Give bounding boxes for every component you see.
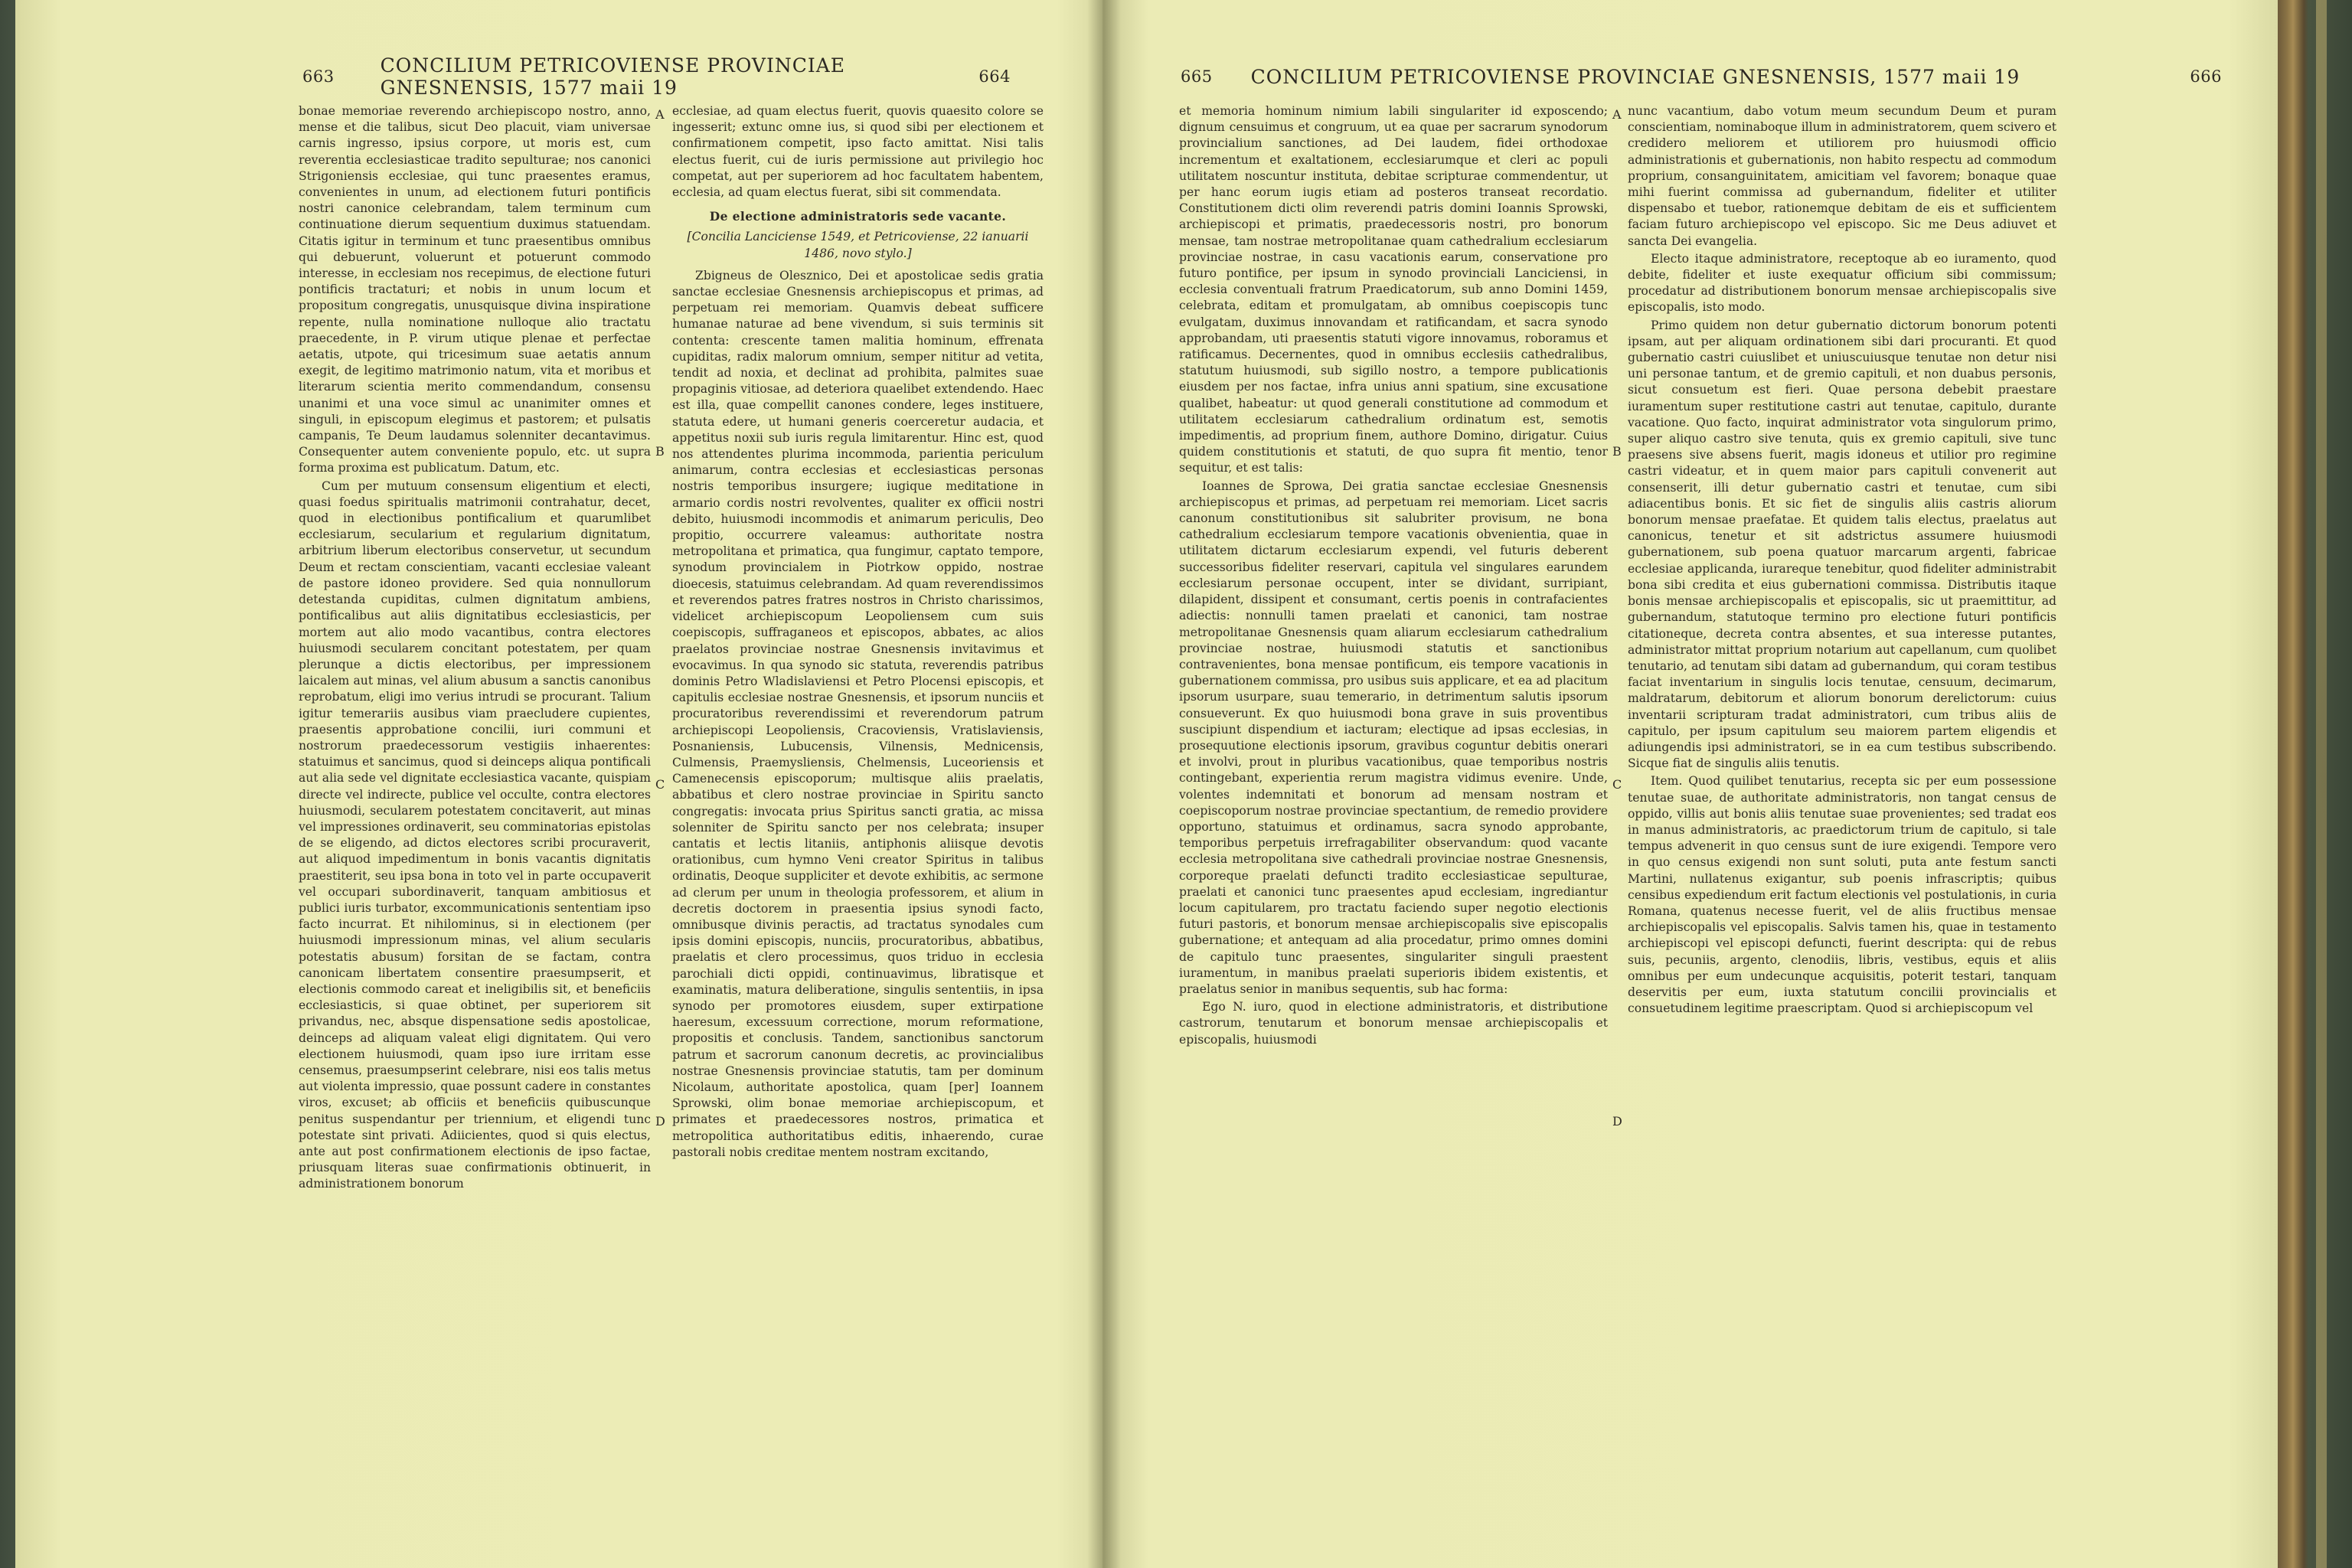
- left-page-header: [302, 54, 1011, 100]
- paragraph: Cum per mutuum consensum eligentium et electi, quasi foedus spiritualis matrimonii contrahatur, decet, quod in electionibus pontificalium et quarumlibet ecclesiarum, secularium et regularium dignitatum, arbitrium liberum electoribus conservetur, ut secundum Deum et rectam conscientiam, vacanti ecclesiae valeant de pastore idoneo providere. Sed quia nonnullorum detestanda cupiditas, culmen dignitatum ambiens, pontificalibus aut aliis dignitatibus ecclesiasticis, per mortem aut alio modo vacantibus, contra electores huiusmodi secularem concitant potestatem, per quam plerunque a dictis electoribus, per impressionem laicalem aut minas, vel alium abusum a sanctis canonibus reprobatum, eligi imo verius intrudi se procurant. Talium igitur temerariis ausibus viam praecludere cupientes, praesentis approbatione concilii, iuri communi et nostrorum praedecessorum vestigiis inhaerentes: statuimus et sancimus, quod si deinceps aliqua pontificali aut alia sede vel dignitate ecclesiastica vacante, quispiam directe vel indirecte, publice vel occulte, contra electores huiusmodi, secularem potestatem concitaverit, aut minas vel impressiones ordinaverit, seu comminatorias epistolas de se eligendo, ad dictos electores scribi procuraverit, aut aliquod impedimentum in bonis vacantis dignitatis praestiterit, seu ipsa bona in toto vel in parte occupaverit vel occupari subordinaverit, tanquam ambitiosus et publici iuris turbator, excommunicationis sententiam ipso facto incurrat. Et nihilominus, si in electionem (per huiusmodi impressionum minas, vel alium secularis potestatis abusum) forsitan de se factam, contra canonicam libertatem consentire praesumpserit, et electionis commodo careat et ineligibilis sit, et beneficiis ecclesiasticis, si quae obtinet, per superiorem sit privandus, nec, absque dispensatione sedis apostolicae, deinceps ad aliquam valeat eligi dignitatem. Qui vero electionem huiusmodi, quam ipso iure irritam esse censemus, praesumpserint celebrare, nisi eos talis metus aut violenta impressio, quae possunt cadere in constantes viros, excuset; ab officiis et beneficiis quibuscunque penitus suspendantur per triennium, et eligendi tunc potestate sint privati. Adiicientes, quod si quis electus, ante aut post confirmationem electionis de ipso factae, priusquam literas suae confirmationis obtinuerit, in administrationem bonorum: [299, 479, 651, 1191]
- page-number-665: 665: [1181, 67, 1213, 86]
- right-column-2: [1628, 103, 2056, 1018]
- right-page: [1102, 0, 2278, 1568]
- cover-binding-strip: [2316, 0, 2327, 1568]
- margin-marker-a: A: [1612, 107, 1622, 122]
- margin-marker-b: B: [1612, 444, 1622, 459]
- left-column-2: [672, 103, 1044, 1162]
- page-number-664: 664: [978, 67, 1011, 86]
- margin-marker-a: A: [655, 107, 665, 122]
- running-title: CONCILIUM PETRICOVIENSE PROVINCIAE GNESNENSIS, 1577 maii 19: [1250, 65, 2020, 88]
- left-column-1: [299, 103, 651, 1194]
- paragraph: Ioannes de Sprowa, Dei gratia sanctae ecclesiae Gnesnensis archiepiscopus et primas, ad perpetuam rei memoriam. Licet sacris canonum constitutionibus sit salubriter provisum, ne bona cathedralium ecclesiarum tempore vacationis obvenientia, quae in utilitatem dictarum ecclesiarum expendi, vel futuris deberent successoribus fideliter reservari, capitula vel singulares earundem ecclesiarum personae occupent, inter se dividant, surripiant, dilapident, dissipent et consumant, certis poenis in contrafacientes adiectis: nonnulli tamen praelati et canonici, tam nostrae metropolitanae Gnesnensis quam aliarum ecclesiarum cathedralium provinciae nostrae, huiusmodi statutis et sanctionibus contravenientes, bona mensae pontificum, eis tempore vacationis in gubernationem commissa, pro usibus suis applicare, et ea ad placitum ipsorum usurpare, suau temerario, in detrimentum salutis ipsorum consueverunt. Ex quo huiusmodi bona grave in suis proventibus suscipiunt dispendium et iacturam; electique ad ipsas ecclesias, in prosequutione electionis ipsorum, gravibus coguntur debitis onerari et involvi, prout in pluribus vacationibus, quae temporibus nostris contingebant, experientia rerum magistra vidimus evenire. Unde, volentes indemnitati et bonorum ad mensam nostram et coepiscoporum nostrae provinciae spectantium, de remedio providere opportuno, statuimus et ordinamus, sacra synodo approbante, temporibus perpetuis irrefragabiliter observandum: quod vacante ecclesia metropolitana sive cathedrali provinciae nostrae Gnesnensis, corporeque praelati defuncti tradito ecclesiasticae sepulturae, praelati et canonici tunc praesentes apud ecclesiam, ingrediantur locum capitularem, pro tractatu faciendo super negotio electionis futuri pastoris, et bonorum mensae archiepiscopalis sive episcopalis gubernatione; et antequam ad alia procedatur, primo omnes domini de capitulo tunc praesentes, singulariter singuli praestent iuramentum, in manibus praelati superioris ibidem existentis, et praelatus senior in manibus sequentis, sub hac forma:: [1179, 479, 1608, 996]
- paragraph: Ego N. iuro, quod in electione administratoris, et distributione castrorum, tenutarum et bonorum mensae archiepiscopalis et episcopalis, huiusmodi: [1179, 1000, 1608, 1047]
- margin-marker-c: C: [1612, 777, 1622, 792]
- margin-marker-b: B: [655, 444, 665, 459]
- book-cover-edge: [2278, 0, 2352, 1568]
- paragraph: et memoria hominum nimium labili singulariter id exposcendo; dignum censuimus et congruum, ut ea quae per sacrarum synodorum provincialium sanctiones, ad Dei laudem, fidei orthodoxae incrementum et exaltationem, ecclesiarumque et cleri ac populi utilitatem noscuntur instituta, debitae scripturae commendentur, ut per hanc eorum iugis etiam ad posteros transeat recordatio. Constitutionem dicti olim reverendi patris domini Ioannis Sprowski, archiepiscopi et primatis, praedecessoris nostri, pro bonorum mensae, tam nostrae metropolitanae quam cathedralium ecclesiarum provinciae nostrae, in casu vacationis earum, conservatione pro futuro pontifice, per ipsum in synodo provinciali Lanciciensi, in ecclesia conventuali fratrum Praedicatorum, sub anno Domini 1459, celebrata, editam et promulgatam, ab omnibus coepiscopis tunc evulgatam, duximus innovandam et ratificandam, et sacra synodo approbandam, uti praesentis statuti vigore innovamus, roboramus et ratificamus. Decernentes, quod in omnibus ecclesiis cathedralibus, statutum huiusmodi, sub sigillo nostro, a tempore publicationis eiusdem per nos factae, infra unius anni spatium, sine excusatione qualibet, habeatur: ut quod generali constitutione ad commodum et utilitatem ecclesiarum cathedralium ordinatum est, semotis impedimentis, ad proprium finem, authore Domino, dirigatur. Cuius quidem constitutionis et statuti, de quo supra fit mentio, tenor sequitur, et est talis:: [1179, 104, 1608, 475]
- margin-marker-c: C: [655, 777, 665, 792]
- page-number-666: 666: [2190, 67, 2222, 86]
- paragraph: Item. Quod quilibet tenutarius, recepta sic per eum possessione tenutae suae, de authoritate administratoris, non tangat census de oppido, villis aut bonis aliis tenutae suae provenientes; sed tradat eos in manus administratoris, ac praedictorum trium de capitulo, si tale tempus advenerit in quo census sunt de iure exigendi. Tempore vero in quo census exigendi non sunt soluti, puta ante festum sancti Martini, nullatenus exigantur, sub poenis infrascriptis; quibus censibus expediendum erit factum electionis vel postulationis, in curia Romana, quatenus necesse fuerit, vel de aliis fructibus mensae archiepiscopalis vel episcopalis. Salvis tamen his, quae in testamento archiepiscopi vel episcopi defuncti, fuerint descripta: qui de rebus suis, pecuniis, argento, clenodiis, libris, vestibus, equis et aliis omnibus per eum undecunque acquisitis, poterit testari, tanquam deservitis per eum, iuxta statutum concilii provincialis et consuetudinem legitime praescriptam. Quod si archiepiscopum vel: [1628, 774, 2056, 1016]
- left-page: [15, 0, 1118, 1568]
- paragraph: bonae memoriae reverendo archiepiscopo nostro, anno, mense et die talibus, sicut Deo placuit, viam universae carnis ingresso, ipsius corpore, ut moris est, cum reverentia ecclesiasticae tradito sepulturae; nos canonici Strigoniensis ecclesiae, qui tunc praesentes eramus, convenientes in unum, ad electionem futuri pontificis nostri canonice celebrandam, talem terminum cum continuatione dierum sequentium duximus statuendam. Citatis igitur in terminum et tunc praesentibus omnibus qui debuerunt, voluerunt et potuerunt commodo interesse, in ecclesiam nos recepimus, de electione futuri pontificis tractaturi; et nobis in unum locum et propositum congregatis, unusquisque divina inspiratione repente, nulla nominatione nulloque alio tractatu praecedente, in P. virum utique plenae et perfectae aetatis, utpote, qui tricesimum suae aetatis annum exegit, de legitimo matrimonio natum, vita et moribus et literarum scientia merito commendandum, consensu unanimi et una voce simul ac unanimiter omnes et singuli, in episcopum elegimus et pastorem; et pulsatis campanis, Te Deum laudamus solenniter decantavimus. Consequenter autem conveniente populo, etc. ut supra forma proxima est publicatum. Datum, etc.: [299, 104, 651, 475]
- source-note: [Concilia Lanciciense 1549, et Petricoviense, 22 ianuarii 1486, novo stylo.]: [687, 230, 1029, 260]
- page-number-663: 663: [302, 67, 335, 86]
- paragraph: ecclesiae, ad quam electus fuerit, quovis quaesito colore se ingesserit; extunc omne ius, si quod sibi per electionem et confirmationem competit, ipso facto amittat. Nisi talis electus fuerit, cui de iuris permissione aut privilegio hoc competat, aut per superiorem ad hoc facultatem habentem, ecclesia, ad quam electus fuerat, sibi sit commendata.: [672, 104, 1044, 200]
- section-heading: De electione administratoris sede vacante.: [709, 209, 1007, 224]
- paragraph: Primo quidem non detur gubernatio dictorum bonorum potenti ipsam, aut per aliquam ordinationem sibi dari procuranti. Et quod gubernatio castri cuiuslibet et uniuscuiusque tenutae non detur nisi uni personae tantum, et de gremio capituli, et non duabus personis, sicut consuetum est fieri. Quae persona debebit praestare iuramentum super restitutione castri aut tenutae, capitulo, durante vacatione. Quo facto, inquirat administrator vota singulorum primo, super aliquo castro sive tenuta, quis ex gremio capituli, sive tunc praesens sive absens fuerit, magis idoneus et utilior pro regimine castri videatur, et in quem maior pars capituli convenerit aut consenserit, illi detur gubernatio castri et tenutae, cum sibi adiacentibus bonis. Et sic fiet de singulis aliis castris aliorum bonorum mensae praefatae. Et quidem talis electus, praelatus aut canonicus, tenetur et sit adstrictus assumere huiusmodi gubernationem, sub poena quatuor marcarum argenti, fabricae ecclesiae applicanda, iurareque tenebitur, quod fideliter administrabit bona sibi credita et eius gubernationi commissa. Distributis itaque bonis mensae archiepiscopalis et episcopalis, sic ut praemittitur, ad gubernandum, statutoque termino pro electione futuri pontificis citationeque, decreta contra absentes, et sua interesse putantes, administrator mittat proprium notarium aut capellanum, cum quolibet tenutario, ad tenutam sibi datam ad gubernandum, qui coram testibus faciat inventarium in singulis locis tenutae, censuum, decimarum, maldratarum, debitorum et aliorum bonorum derelictorum: cuius inventarii scripturam tradat administratori, cum tribus aliis de capitulo, per ipsum capitulum seu maiorem partem eligendis et adiungendis ipsi administratori, se in ea cum testibus subscribendo. Sicque fiat de singulis aliis tenutis.: [1628, 318, 2056, 771]
- margin-marker-d: D: [1612, 1114, 1622, 1129]
- margin-marker-d: D: [655, 1114, 665, 1129]
- running-title: CONCILIUM PETRICOVIENSE PROVINCIAE GNESNENSIS, 1577 maii 19: [380, 54, 846, 99]
- paragraph: nunc vacantium, dabo votum meum secundum Deum et puram conscientiam, nominaboque illum in administratorem, quem scivero et credidero meliorem et utiliorem pro huiusmodi officio administrationis et gubernationis, non habito respectu ad commodum proprium, consanguinitatem, amicitiam vel favorem; bonaque quae mihi fuerint commissa ad gubernandum, fideliter et utiliter dispensabo et tuebor, rationemque debitam de eis et sufficientem faciam futuro archiepiscopo vel episcopo. Sic me Deus adiuvet et sancta Dei evangelia.: [1628, 104, 2056, 248]
- right-column-1: [1179, 103, 1608, 1050]
- right-page-header: [1181, 54, 2222, 100]
- paragraph: Zbigneus de Olesznico, Dei et apostolicae sedis gratia sanctae ecclesiae Gnesnensis archiepiscopus et primas, ad perpetuam rei memoriam. Quamvis debeat sufficere humanae naturae ad bene vivendum, si suis terminis sit contenta: crescente tamen malitia hominum, effrenata cupiditas, radix malorum omnium, semper nititur ad vetita, tendit ad noxia, et declinat ad prohibita, palmites suae propaginis vitiosae, ad deteriora quaelibet extendendo. Haec est illa, quae compellit canones condere, leges instituere, statuta edere, ut humani generis coerceretur audacia, et appetitus noxii sub iuris regula limitarentur. Hinc est, quod nos attendentes plurima incommoda, parientia periculum animarum, contra ecclesias et ecclesiasticas personas nostris temporibus insurgere; iugique meditatione in armario cordis nostri revolventes, qualiter ex officii nostri debito, huiusmodi incommodis et animarum periculis, Deo propitio, occurrere valeamus: authoritate nostra metropolitana et primatica, qua fungimur, captato tempore, synodum provincialem in Piotrkow oppido, nostrae dioecesis, statuimus celebrandam. Ad quam reverendissimos et reverendos patres fratres nostros in Christo charissimos, videlicet archiepiscopum Leopoliensem cum suis coepiscopis, suffraganeos et episcopos, abbates, ac alios praelatos provinciae nostrae Gnesnensis invitavimus et evocavimus. In qua synodo sic statuta, reverendis patribus dominis Petro Wladislaviensi et Petro Plocensi episcopis, et capitulis ecclesiae nostrae Gnesnensis, et ipsorum nunciis et procuratoribus reverendissimi et reverendorum patrum archiepiscopi Leopoliensis, Cracoviensis, Vratislaviensis, Posnaniensis, Lubucensis, Vilnensis, Mednicensis, Culmensis, Praemysliensis, Chelmensis, Luceoriensis et Camenecensis episcoporum; multisque aliis praelatis, abbatibus et clero nostrae provinciae in Spiritu sancto congregatis: invocata prius Spiritus sancti gratia, ac missa solenniter de Spiritu sancto per nos celebrata; insuper cantatis et lectis litaniis, antiphonis aliisque devotis orationibus, cum hymno Veni creator Spiritus in talibus ordinatis, Deoque suppliciter et devote exhibitis, ac sermone ad clerum per unum in theologia professorem, et alium in decretis doctorem in praesentia ipsius synodi facto, omnibusque divinis peractis, ad tractatus synodales cum ipsis domini episcopis, nunciis, procuratoribus, abbatibus, praelatis et clero processimus, quos triduo in ecclesia parochiali dicti oppidi, continuavimus, libratisque et examinatis, matura deliberatione, singulis sententiis, in ipsa synodo per promotores eiusdem, super extirpatione haeresum, excessuum correctione, morum reformatione, propositis et conclusis. Tandem, sanctionibus sanctorum patrum et sacrorum canonum decretis, ac provincialibus nostrae Gnesnensis provinciae statutis, tam per dominum Nicolaum, authoritate apostolica, quam [per] Ioannem Sprowski, olim bonae memoriae archiepiscopum, et primates et praedecessores nostros, primatica et metropolitica authoritatibus editis, inhaerendo, curae pastorali nobis creditae mentem nostram excitando,: [672, 268, 1044, 1159]
- paragraph: Electo itaque administratore, receptoque ab eo iuramento, quod debite, fideliter et iuste exequatur officium sibi commissum; procedatur ad distributionem bonorum mensae archiepiscopalis sive episcopalis, isto modo.: [1628, 251, 2056, 315]
